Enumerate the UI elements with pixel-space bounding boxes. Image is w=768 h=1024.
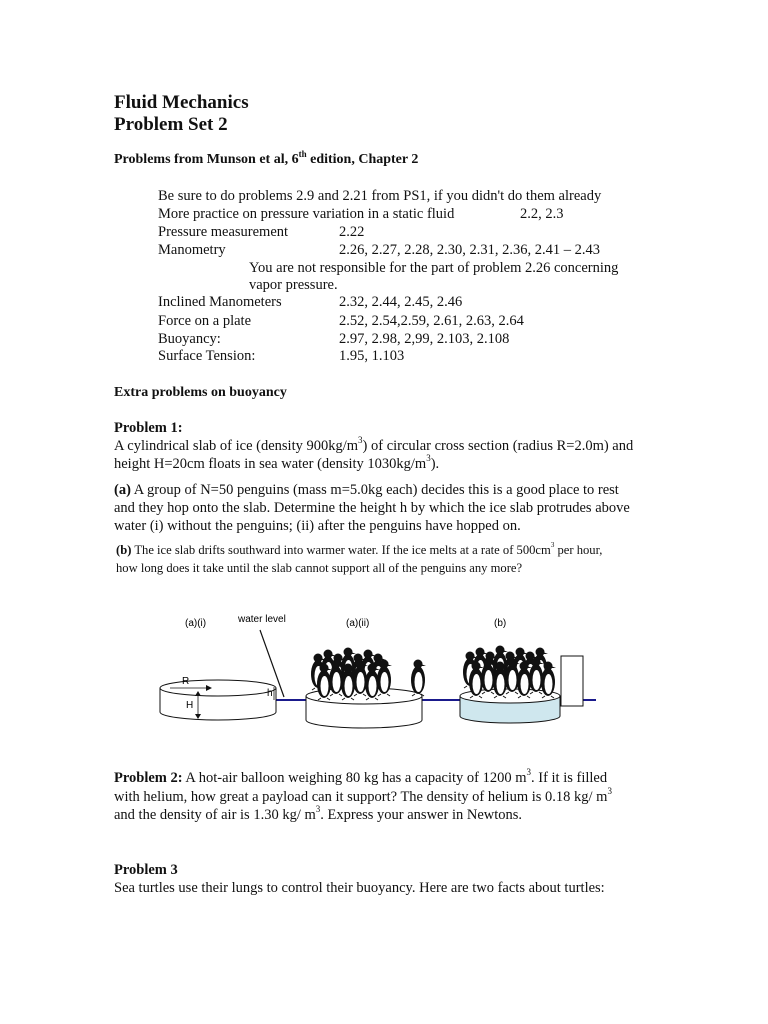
doc-subtitle: Problem Set 2 [114,114,228,135]
assign-row-probs: 2.22 [339,224,365,240]
assign-row-probs: 2.97, 2.98, 2,99, 2.103, 2.108 [339,331,510,347]
problem-1b-line-1: (b) The ice slab drifts southward into warmer water. If the ice melts at a rate of $500cm^3$ per hour, [116,541,603,557]
assign-note-line-2: vapor pressure. [249,277,338,293]
assign-row-probs: 1.95, 1.103 [339,348,405,364]
problem-3-heading: Problem 3 [114,862,178,878]
problem-1b-line-2: how long does it take until the slab cannot support all of the penguins any more? [116,561,523,575]
problem-1-line-1: A cylindrical slab of ice (density $900kg/m^3$) of circular cross section (radius R=2.0m) and [114,435,634,454]
figure-label-a-ii: (a)(ii) [346,618,370,629]
problem-1-line-2: height H=20cm floats in sea water (density $1030kg/m^3$). [114,453,440,472]
assign-row-label: Force on a plate [158,313,252,329]
penguin-figure [150,608,610,734]
problem-3-line-1: Sea turtles use their lungs to control their buoyancy. Here are two facts about turtles: [114,880,605,896]
assign-practice-label: More practice on pressure variation in a static fluid [158,206,455,222]
assign-row-label: Manometry [158,242,226,258]
assign-row-label: Inclined Manometers [158,294,282,310]
problem-2-line-2: with helium, how great a payload can it support? The density of helium is 0.18 kg/ $m^3$ [114,786,612,805]
problem-1a-line-1: (a) A group of N=50 penguins (mass m=5.0kg each) decides this is a good place to rest [114,482,619,498]
assign-line-1: Be sure to do problems 2.9 and 2.21 from PS1, if you didn't do them already [158,188,602,204]
problem-2-line-3: and the density of air is 1.30 kg/ $m^3$. Express your answer in Newtons. [114,804,523,823]
problem-2-line-1: Problem 2: A hot-air balloon weighing 80 kg has a capacity of 1200 $m^3$. If it is filled [114,767,608,786]
figure-label-b: (b) [494,618,507,629]
extra-heading: Extra problems on buoyancy [114,385,287,400]
figure-label-a-i: (a)(i) [185,618,207,629]
slab-a-i [160,676,276,720]
assign-row-label: Surface Tension: [158,348,256,364]
assign-row-probs: 2.26, 2.27, 2.28, 2.30, 2.31, 2.36, 2.41 – 2.43 [339,242,600,258]
problem-1-heading: Problem 1: [114,420,183,436]
assign-note-line-1: You are not responsible for the part of problem 2.26 concerning [249,260,619,276]
problem-1a-line-2: and they hop onto the slab. Determine the height h by which the ice slab protrudes above [114,500,630,516]
label-h-small: h [267,688,273,699]
assign-row-label: Buoyancy: [158,331,221,347]
assign-row-label: Pressure measurement [158,224,289,240]
label-r: R [182,676,190,687]
problem-1a-line-3: water (i) without the penguins; (ii) after the penguins have hopped on. [114,518,521,534]
doc-title: Fluid Mechanics [114,92,249,113]
assign-practice-probs: 2.2, 2.3 [520,206,564,222]
label-h-large: H [186,700,194,711]
assign-row-probs: 2.32, 2.44, 2.45, 2.46 [339,294,463,310]
figure-label-water-level: water level [238,614,286,625]
assign-row-probs: 2.52, 2.54,2.59, 2.61, 2.63, 2.64 [339,313,524,329]
chapter-heading: Problems from Munson et al, 6th edition, Chapter 2 [114,149,419,167]
